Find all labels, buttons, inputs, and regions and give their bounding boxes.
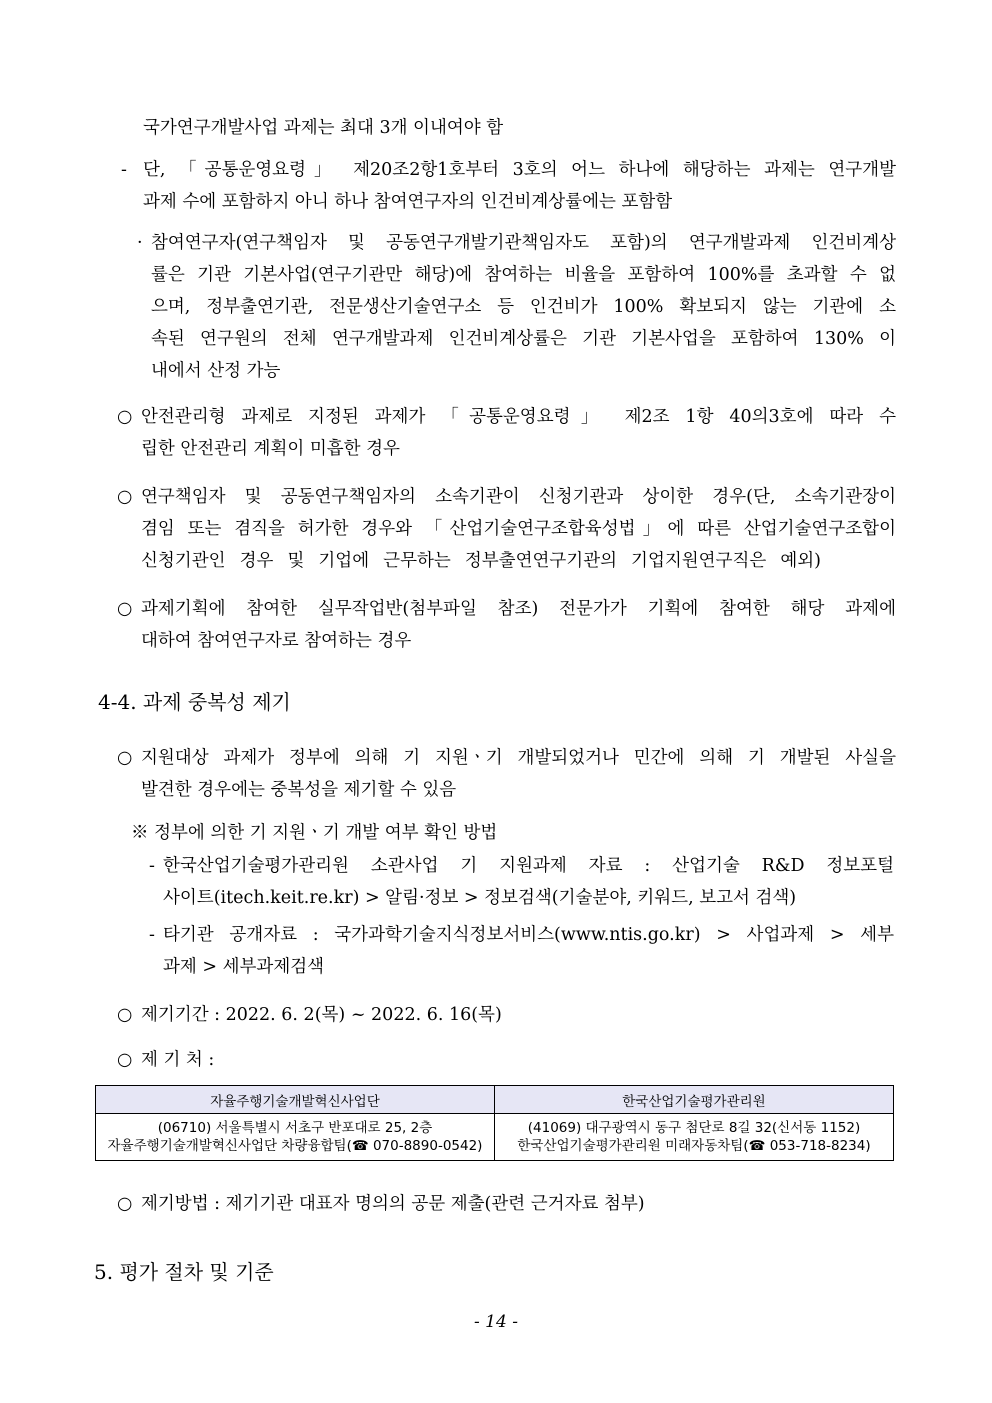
- page-number: - 14 -: [474, 1312, 518, 1332]
- section-heading: 4-4. 과제 중복성 제기: [98, 690, 291, 714]
- contact-line: 자율주행기술개발혁신사업단 차량융합팀(☎ 070-8890-0542): [107, 1138, 483, 1154]
- circle-mark: ○: [117, 487, 133, 507]
- address-line: (06710) 서울특별시 서초구 반포대로 25, 2층: [157, 1120, 433, 1136]
- text-line: 률은 기관 기본사업(연구기관만 해당)에 참여하는 비율을 포함하여 100%를 초과할 수 없: [151, 265, 896, 285]
- contact-line: 한국산업기술평가관리원 미래자동차팀(☎ 053-718-8234): [517, 1138, 871, 1154]
- table-cell: [495, 1114, 894, 1161]
- text-line: 제기기간 : 2022. 6. 2(목) ~ 2022. 6. 16(목): [141, 1005, 502, 1025]
- text-line: 과제기획에 참여한 실무작업반(첨부파일 참조) 전문가가 기획에 참여한 해당 과제에: [141, 599, 896, 619]
- circle-mark: ○: [117, 1050, 133, 1070]
- section-heading: 5. 평가 절차 및 기준: [94, 1260, 274, 1284]
- text-line: 립한 안전관리 계획이 미흡한 경우: [141, 439, 400, 459]
- text-line: 제 기 처 :: [141, 1050, 215, 1070]
- table-cell: [96, 1114, 495, 1161]
- text-line: 국가연구개발사업 과제는 최대 3개 이내여야 함: [143, 118, 504, 138]
- note-line: ※ 정부에 의한 기 지원ㆍ기 개발 여부 확인 방법: [131, 823, 498, 843]
- text-line: 타기관 공개자료 : 국가과학기술지식정보서비스(www.ntis.go.kr) > 사업과제 > 세부: [163, 925, 894, 945]
- dot-mark: ·: [137, 233, 143, 253]
- dash-mark: -: [149, 925, 155, 945]
- text-line: 신청기관인 경우 및 기업에 근무하는 정부출연연구기관의 기업지원연구직은 예외): [141, 551, 821, 571]
- text-line: 참여연구자(연구책임자 및 공동연구개발기관책임자도 포함)의 연구개발과제 인건비계상: [151, 233, 896, 253]
- circle-mark: ○: [117, 407, 133, 427]
- text-line: 단, 「공통운영요령」 제20조2항1호부터 3호의 어느 하나에 해당하는 과제는 연구개발: [143, 160, 896, 180]
- address-line: (41069) 대구광역시 동구 첨단로 8길 32(신서동 1152): [527, 1120, 861, 1136]
- text-line: 으며, 정부출연기관, 전문생산기술연구소 등 인건비가 100% 확보되지 않는 기관에 소: [151, 297, 896, 317]
- text-line: 대하여 참여연구자로 참여하는 경우: [141, 631, 412, 651]
- text-line: 발견한 경우에는 중복성을 제기할 수 있음: [141, 780, 457, 800]
- text-line: 겸임 또는 겸직을 허가한 경우와 「산업기술연구조합육성법」에 따른 산업기술연구조합이: [141, 519, 896, 539]
- circle-mark: ○: [117, 599, 133, 619]
- text-line: 안전관리형 과제로 지정된 과제가 「공통운영요령」 제2조 1항 40의3호에 따라 수: [141, 407, 896, 427]
- text-line: 지원대상 과제가 정부에 의해 기 지원ㆍ기 개발되었거나 민간에 의해 기 개발된 사실을: [141, 748, 896, 768]
- text-line: 제기방법 : 제기기관 대표자 명의의 공문 제출(관련 근거자료 첨부): [141, 1194, 645, 1214]
- circle-mark: ○: [117, 748, 133, 768]
- text-line: 한국산업기술평가관리원 소관사업 기 지원과제 자료 : 산업기술 R&D 정보포털: [163, 856, 894, 876]
- text-line: 속된 연구원의 전체 연구개발과제 인건비계상률은 기관 기본사업을 포함하여 130% 이: [151, 329, 896, 349]
- circle-mark: ○: [117, 1005, 133, 1025]
- table-header: 한국산업기술평가관리원: [495, 1086, 894, 1114]
- table-row: [96, 1114, 894, 1161]
- text-line: 내에서 산정 가능: [151, 361, 281, 381]
- text-line: 사이트(itech.keit.re.kr) > 알림·정보 > 정보검색(기술분야, 키워드, 보고서 검색): [163, 888, 797, 908]
- dash-mark: -: [121, 160, 127, 180]
- text-line: 연구책임자 및 공동연구책임자의 소속기관이 신청기관과 상이한 경우(단, 소속기관장이: [141, 487, 896, 507]
- text-line: 과제 수에 포함하지 아니 하나 참여연구자의 인건비계상률에는 포함함: [143, 192, 673, 212]
- contact-table: [95, 1085, 894, 1161]
- text-line: 과제 > 세부과제검색: [163, 957, 325, 977]
- dash-mark: -: [149, 856, 155, 876]
- table-header: 자율주행기술개발혁신사업단: [96, 1086, 495, 1114]
- circle-mark: ○: [117, 1194, 133, 1214]
